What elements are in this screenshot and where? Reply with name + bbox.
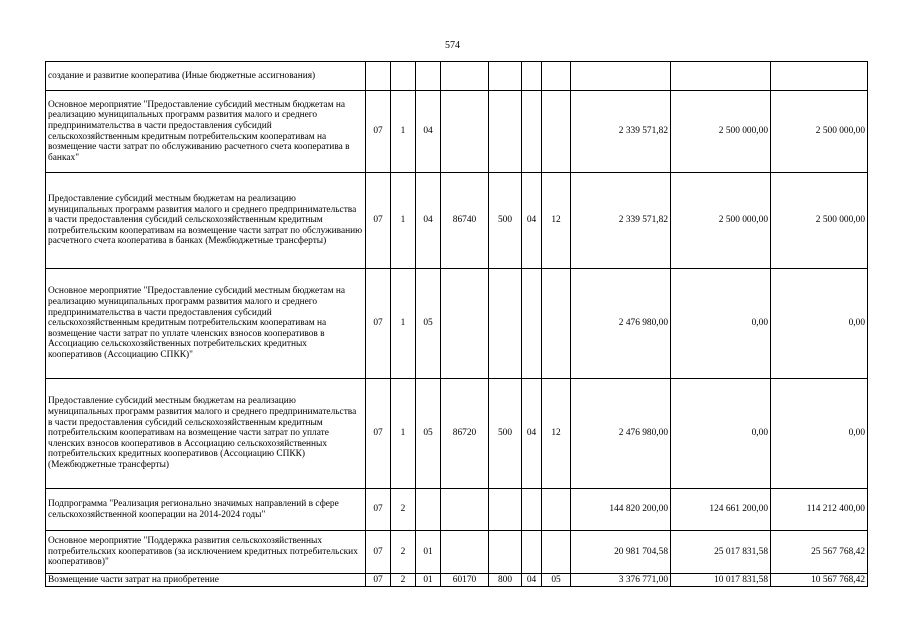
table-row bbox=[46, 62, 868, 91]
code-subprogram: 2 bbox=[391, 531, 416, 574]
table-row bbox=[46, 269, 868, 379]
code-activity: 01 bbox=[416, 574, 441, 587]
code-direction bbox=[441, 269, 489, 379]
code-chapter: 04 bbox=[522, 574, 542, 587]
row-name: Основное мероприятие "Поддержка развития сельскохозяйственных потребительских кооперативов (за исключением кредитных потребительских кооперативов)" bbox=[46, 531, 366, 574]
code-subsection bbox=[542, 531, 571, 574]
code-subsection bbox=[542, 62, 571, 91]
table-body bbox=[46, 62, 868, 587]
code-subprogram: 2 bbox=[391, 574, 416, 587]
code-chapter bbox=[522, 91, 542, 173]
code-activity: 05 bbox=[416, 379, 441, 489]
amount-year-1: 2 339 571,82 bbox=[571, 173, 671, 269]
amount-year-1: 144 820 200,00 bbox=[571, 489, 671, 531]
code-subsection bbox=[542, 91, 571, 173]
row-name: Основное мероприятие "Предоставление субсидий местным бюджетам на реализацию муниципальных программ развития малого и среднего предпринимательства в части предоставления субсидий сельскохозяйственным кредитным потребительским кооперативам на возмещение части затрат по обслуживанию расчетного счета кооператива в банках" bbox=[46, 91, 366, 173]
code-expense-type bbox=[489, 489, 522, 531]
code-activity: 05 bbox=[416, 269, 441, 379]
code-subprogram bbox=[391, 62, 416, 91]
table-row bbox=[46, 173, 868, 269]
amount-year-2: 124 661 200,00 bbox=[671, 489, 771, 531]
code-activity: 04 bbox=[416, 173, 441, 269]
amount-year-1: 2 339 571,82 bbox=[571, 91, 671, 173]
code-section: 07 bbox=[366, 379, 391, 489]
code-subprogram: 1 bbox=[391, 269, 416, 379]
code-section: 07 bbox=[366, 489, 391, 531]
code-subsection bbox=[542, 269, 571, 379]
code-chapter: 04 bbox=[522, 173, 542, 269]
table-row bbox=[46, 489, 868, 531]
code-subprogram: 1 bbox=[391, 91, 416, 173]
budget-table bbox=[45, 61, 868, 587]
code-chapter bbox=[522, 531, 542, 574]
amount-year-2: 10 017 831,58 bbox=[671, 574, 771, 587]
code-chapter bbox=[522, 62, 542, 91]
code-direction: 86740 bbox=[441, 173, 489, 269]
amount-year-3: 25 567 768,42 bbox=[771, 531, 868, 574]
code-section bbox=[366, 62, 391, 91]
code-expense-type bbox=[489, 91, 522, 173]
code-expense-type: 500 bbox=[489, 379, 522, 489]
code-section: 07 bbox=[366, 531, 391, 574]
code-activity: 01 bbox=[416, 531, 441, 574]
amount-year-3 bbox=[771, 62, 868, 91]
amount-year-1: 20 981 704,58 bbox=[571, 531, 671, 574]
page-number: 574 bbox=[445, 40, 460, 51]
table-row bbox=[46, 531, 868, 574]
code-subprogram: 1 bbox=[391, 173, 416, 269]
row-name: создание и развитие кооператива (Иные бюджетные ассигнования) bbox=[46, 62, 366, 91]
code-subprogram: 2 bbox=[391, 489, 416, 531]
code-direction: 60170 bbox=[441, 574, 489, 587]
amount-year-2: 2 500 000,00 bbox=[671, 173, 771, 269]
code-chapter bbox=[522, 489, 542, 531]
code-section: 07 bbox=[366, 173, 391, 269]
row-name: Возмещение части затрат на приобретение bbox=[46, 574, 366, 587]
code-direction bbox=[441, 62, 489, 91]
code-chapter: 04 bbox=[522, 379, 542, 489]
code-expense-type bbox=[489, 531, 522, 574]
amount-year-1 bbox=[571, 62, 671, 91]
code-expense-type: 800 bbox=[489, 574, 522, 587]
amount-year-3: 10 567 768,42 bbox=[771, 574, 868, 587]
code-section: 07 bbox=[366, 91, 391, 173]
table-row bbox=[46, 379, 868, 489]
row-name: Подпрограмма "Реализация регионально значимых направлений в сфере сельскохозяйственной кооперации на 2014-2024 годы" bbox=[46, 489, 366, 531]
amount-year-2: 0,00 bbox=[671, 269, 771, 379]
code-direction bbox=[441, 531, 489, 574]
code-direction bbox=[441, 489, 489, 531]
amount-year-3: 2 500 000,00 bbox=[771, 173, 868, 269]
amount-year-3: 0,00 bbox=[771, 379, 868, 489]
amount-year-3: 2 500 000,00 bbox=[771, 91, 868, 173]
amount-year-2: 0,00 bbox=[671, 379, 771, 489]
row-name: Предоставление субсидий местным бюджетам на реализацию муниципальных программ развития малого и среднего предпринимательства в части предоставления субсидий сельскохозяйственным кредитным потребительским кооперативам на возмещение части затрат по уплате членских взносов кооперативов в Ассоциацию сельскохозяйственных потребительских кредитных кооперативов (Ассоциацию СПКК) (Межбюджетные трансферты) bbox=[46, 379, 366, 489]
code-expense-type: 500 bbox=[489, 173, 522, 269]
row-name: Предоставление субсидий местным бюджетам на реализацию муниципальных программ развития малого и среднего предпринимательства в части предоставления субсидий сельскохозяйственным кредитным потребительским кооперативам на возмещение части затрат по обслуживанию расчетного счета кооператива в банках (Межбюджетные трансферты) bbox=[46, 173, 366, 269]
table-row bbox=[46, 91, 868, 173]
amount-year-1: 2 476 980,00 bbox=[571, 269, 671, 379]
code-section: 07 bbox=[366, 574, 391, 587]
code-activity: 04 bbox=[416, 91, 441, 173]
row-name: Основное мероприятие "Предоставление субсидий местным бюджетам на реализацию муниципальных программ развития малого и среднего предпринимательства в части предоставления субсидий сельскохозяйственным кредитным потребительским кооперативам на возмещение части затрат по уплате членских взносов кооперативов в Ассоциацию сельскохозяйственных потребительских кредитных кооперативов (Ассоциацию СПКК)" bbox=[46, 269, 366, 379]
code-subsection: 05 bbox=[542, 574, 571, 587]
code-subsection: 12 bbox=[542, 173, 571, 269]
code-expense-type bbox=[489, 62, 522, 91]
code-subsection: 12 bbox=[542, 379, 571, 489]
code-activity bbox=[416, 489, 441, 531]
code-subsection bbox=[542, 489, 571, 531]
code-chapter bbox=[522, 269, 542, 379]
amount-year-3: 0,00 bbox=[771, 269, 868, 379]
code-direction: 86720 bbox=[441, 379, 489, 489]
amount-year-1: 2 476 980,00 bbox=[571, 379, 671, 489]
code-direction bbox=[441, 91, 489, 173]
amount-year-2: 2 500 000,00 bbox=[671, 91, 771, 173]
amount-year-3: 114 212 400,00 bbox=[771, 489, 868, 531]
amount-year-1: 3 376 771,00 bbox=[571, 574, 671, 587]
code-section: 07 bbox=[366, 269, 391, 379]
code-activity bbox=[416, 62, 441, 91]
amount-year-2 bbox=[671, 62, 771, 91]
code-subprogram: 1 bbox=[391, 379, 416, 489]
amount-year-2: 25 017 831,58 bbox=[671, 531, 771, 574]
code-expense-type bbox=[489, 269, 522, 379]
table-row bbox=[46, 574, 868, 587]
